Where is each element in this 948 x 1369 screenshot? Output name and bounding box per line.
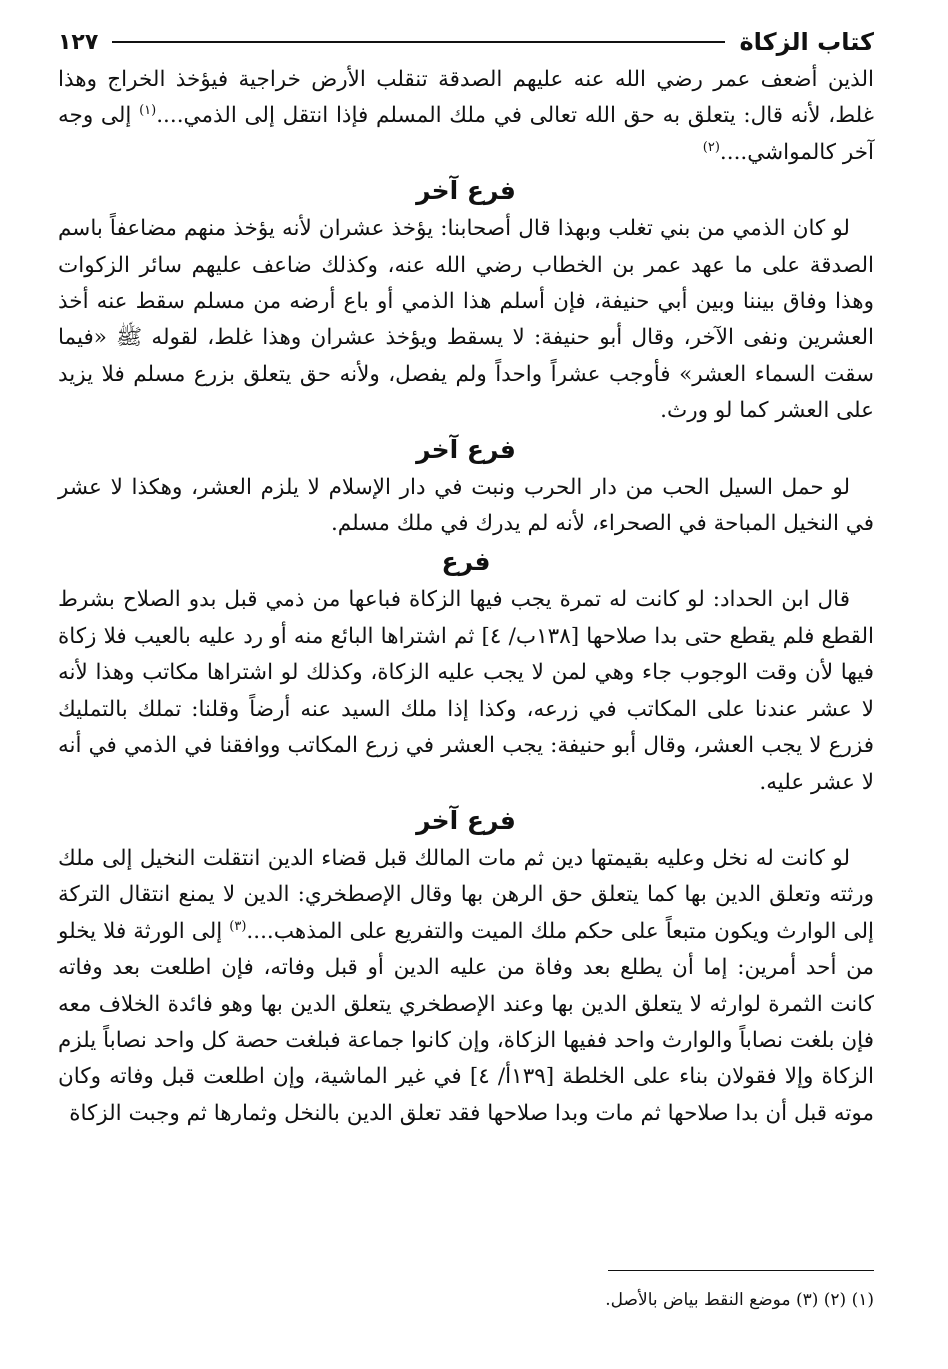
header-rule (112, 41, 725, 43)
intro-paragraph (58, 62, 874, 171)
footnote-ref-1: (١) (139, 103, 157, 119)
intro-text: الذين أضعف عمر رضي الله عنه عليهم الصدقة تنقلب الأرض خراجية فيؤخذ الخراج وهذا غلط، لأنه قال: يتعلق به حق الله تعالى في ملك المسلم فإذا انتقل إلى الذمي.... (58, 67, 874, 129)
section-paragraph (58, 841, 874, 1132)
section-paragraph: لو حمل السيل الحب من دار الحرب ونبت في دار الإسلام لا يلزم العشر، وهكذا لا عشر في النخيل المباحة في الصحراء، لأنه لم يدرك في ملك مسلم. (58, 474, 874, 537)
page-number: ١٢٧ (58, 29, 99, 55)
footnote-rule (608, 1270, 874, 1271)
section-heading: فرع (441, 547, 491, 577)
page (58, 22, 874, 1132)
intro-text-continued: إلى وجه آخر كالمواشي.... (58, 103, 874, 165)
section-heading: فرع آخر (416, 805, 516, 835)
footnote: (١) (٢) (٣) موضع النقط بياض بالأصل. (605, 1290, 874, 1310)
footnote-ref-2: (٢) (702, 139, 720, 155)
running-header (58, 22, 874, 62)
section-heading: فرع آخر (416, 434, 516, 464)
book-title: كتاب الزكاة (739, 28, 874, 56)
section-paragraph: قال ابن الحداد: لو كانت له تمرة يجب فيها الزكاة فباعها من ذمي قبل بدو الصلاح بشرط القطع فلم يقطع حتى بدا صلاحها [١٣٨ب/ ٤] ثم اشتراها البائع منه أو رد عليه بالعيب فلا زكاة فيها لأن وقت الوجوب جاء وهي لمن لا يجب عليه الزكاة، وكذلك لو اشتراها مكاتب وهذا لأنه لا عشر عندنا على المكاتب في زرعه، وكذا إذا ملك السيد عنه أرضاً وقلنا: تملك بالتمليك فزرع لا يجب العشر، وقال أبو حنيفة: يجب العشر في زرع المكاتب ووافقنا في الذمي في أنه لا عشر عليه. (58, 587, 874, 795)
section-paragraph: لو كان الذمي من بني تغلب وبهذا قال أصحابنا: يؤخذ عشران لأنه يؤخذ منهم مضاعفاً باسم الصدقة على ما عهد عمر بن الخطاب رضي الله عنه، وكذلك ضاعف عليهم سائر الزكوات وهذا وفاق بيننا وبين أبي حنيفة، فإن أسلم هذا الذمي أو باع أرضه من مسلم سقط عنه أخذ العشرين ونفى الآخر، وقال أبو حنيفة: لا يسقط ويؤخذ عشران وهذا غلط، لقوله ﷺ «فيما سقت السماء العشر» فأوجب عشراً واحداً ولم يفصل، ولأنه حق يتعلق بزرع مسلم فلا يزيد على العشر كما لو ورث. (58, 216, 874, 424)
section-text: لو كانت له نخل وعليه بقيمتها دين ثم مات المالك قبل قضاء الدين انتقلت النخيل إلى ملك ورثته وتعلق الدين بها كما يتعلق حق الرهن بها وقال الإصطخري: الدين لا يمنع انتقال التركة إلى الوارث ويكون متبعاً على حكم ملك الميت والتفريع على المذهب.... (58, 845, 875, 944)
footnote-ref-3: (٣) (229, 918, 247, 934)
section-heading: فرع آخر (416, 176, 516, 206)
section-text-continued: إلى الورثة فلا يخلو من أحد أمرين: إما أن يطلع بعد وفاة من عليه الدين أو قبل وفاته، فإن اطلعت بعد وفاته كانت الثمرة لوارثه لا يتعلق الدين بها وعند الإصطخري يتعلق الدين بها وهو فائدة الخلاف معه فإن بلغت نصاباً والوارث واحد ففيها الزكاة، وإن كانوا جماعة فبلغت حصة كل واحد نصاباً يلزم الزكاة وإلا فقولان بناء على الخلطة [١٣٩أ/ ٤] في غير الماشية، وإن اطلعت قبل وفاته وكان موته قبل أن بدا صلاحها ثم مات وبدا صلاحها فقد تعلق الدين بالنخل وثمارها ثم وجبت الزكاة (58, 918, 874, 1126)
